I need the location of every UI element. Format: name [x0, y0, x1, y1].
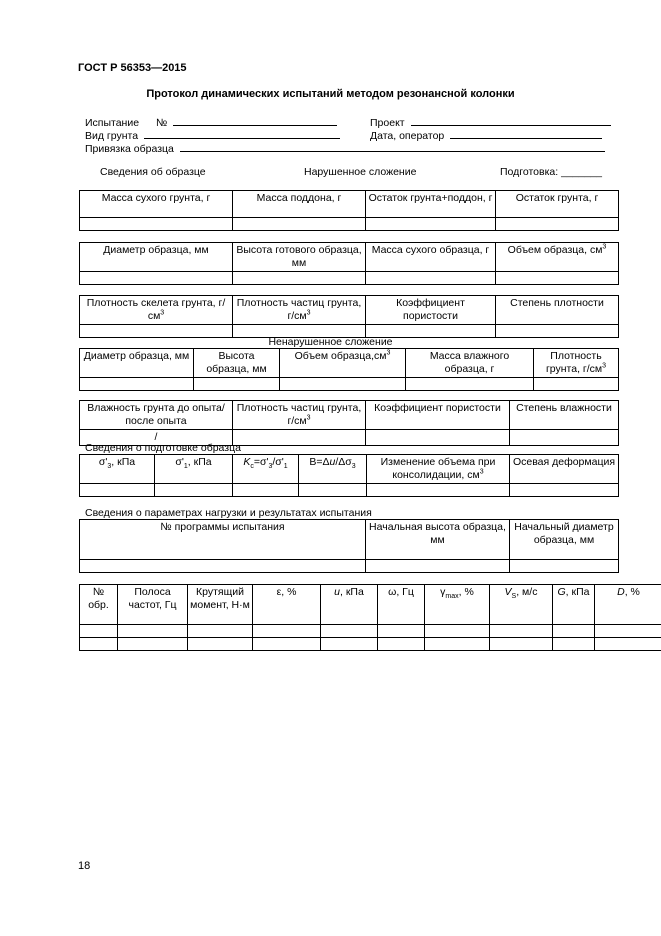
header-cell: Коэффициент пористости: [366, 296, 496, 325]
table-sample-dimensions: [79, 242, 619, 285]
table-results: [79, 584, 661, 651]
header-cell: Масса сухого образца, г: [366, 243, 496, 272]
header-text: Плотность грунта, г/см: [545, 350, 603, 375]
subscript: 3: [351, 463, 356, 471]
load-section-title: Сведения о параметрах нагрузки и результатах испытания: [85, 507, 372, 519]
table-cell[interactable]: [233, 272, 366, 285]
sigma-symbol: σ': [98, 456, 108, 468]
header-cell: Масса сухого грунта, г: [80, 191, 233, 218]
project-field: [370, 116, 611, 129]
table-cell[interactable]: [233, 484, 299, 497]
table-cell[interactable]: [233, 430, 366, 446]
table-cell[interactable]: [595, 638, 661, 651]
header-cell: [490, 585, 553, 625]
table-cell[interactable]: [534, 378, 619, 391]
table-cell[interactable]: [80, 218, 233, 231]
header-cell: Остаток грунта+поддон, г: [366, 191, 496, 218]
sample-ref-field: [85, 142, 605, 155]
prep-section-title: Сведения о подготовке образца: [85, 442, 241, 454]
table-cell[interactable]: [188, 638, 253, 651]
soil-type-label: Вид грунта: [85, 130, 139, 142]
page-number: 18: [78, 860, 91, 872]
table-cell[interactable]: [425, 625, 490, 638]
g-symbol: G: [557, 586, 566, 598]
subscript: 1: [183, 463, 188, 471]
header-cell: [595, 585, 661, 625]
table-cell[interactable]: [553, 625, 595, 638]
number-label: №: [156, 117, 168, 129]
subscript: S: [511, 593, 517, 601]
superscript: 3: [306, 309, 311, 317]
header-cell: Коэффициент пористости: [366, 401, 510, 430]
table-cell[interactable]: [366, 218, 496, 231]
table-cell[interactable]: [366, 560, 510, 573]
formula-part: =σ': [253, 456, 269, 468]
header-cell: Влажность грунта до опыта/после опыта: [80, 401, 233, 430]
disturbed-label: Нарушенное сложение: [304, 166, 417, 178]
table-cell[interactable]: [378, 638, 425, 651]
header-cell: № программы испытания: [80, 520, 366, 560]
table-cell[interactable]: [496, 272, 619, 285]
superscript: 3: [386, 349, 391, 357]
header-cell: Высота готового образца, мм: [233, 243, 366, 272]
header-cell: Высота образца, мм: [194, 349, 280, 378]
header-cell: Полоса частот, Гц: [118, 585, 188, 625]
header-cell: [553, 585, 595, 625]
header-text: Изменение объема при консолидации, см: [380, 456, 496, 481]
gamma-symbol: γ: [440, 586, 446, 598]
header-cell: Осевая деформация: [510, 455, 619, 484]
header-cell: ω, Гц: [378, 585, 425, 625]
date-operator-line[interactable]: [450, 129, 602, 139]
u-symbol: u: [329, 456, 336, 468]
table-cell[interactable]: [188, 625, 253, 638]
table-cell[interactable]: [595, 625, 661, 638]
table-cell[interactable]: [253, 625, 321, 638]
table-cell[interactable]: [553, 638, 595, 651]
table-cell[interactable]: [321, 625, 378, 638]
superscript: 3: [479, 468, 484, 476]
header-cell: Начальный диаметр образца, мм: [510, 520, 619, 560]
table-cell[interactable]: [425, 638, 490, 651]
table-cell[interactable]: [496, 218, 619, 231]
sample-ref-label: Привязка образца: [85, 143, 174, 155]
header-cell: ε, %: [253, 585, 321, 625]
header-sigma3: [80, 455, 155, 484]
table-cell[interactable]: [80, 378, 194, 391]
header-cell: Масса поддона, г: [233, 191, 366, 218]
header-cell: [233, 296, 366, 325]
header-cell: [233, 401, 366, 430]
table-cell[interactable]: [233, 218, 366, 231]
header-cell: Диаметр образца, мм: [80, 243, 233, 272]
subscript: 3: [107, 463, 112, 471]
soil-type-field: [85, 129, 340, 142]
moisture-cell[interactable]: /: [80, 430, 233, 446]
table-cell[interactable]: [378, 625, 425, 638]
test-number-line[interactable]: [173, 116, 337, 126]
table-cell[interactable]: [253, 638, 321, 651]
d-symbol: D: [617, 586, 625, 598]
table-cell[interactable]: [406, 378, 534, 391]
formula-part: /σ': [272, 456, 284, 468]
table-cell[interactable]: [510, 484, 619, 497]
unit: , %: [624, 586, 640, 598]
header-text: Объем образца,см: [294, 350, 387, 362]
table-moisture: [79, 400, 619, 446]
table-density: [79, 295, 619, 338]
table-cell[interactable]: [80, 484, 155, 497]
table-cell[interactable]: [280, 378, 406, 391]
header-cell: Степень влажности: [510, 401, 619, 430]
sigma-symbol: σ': [175, 456, 184, 468]
header-cell: Начальная высота образца, мм: [366, 520, 510, 560]
date-operator-field: [370, 129, 602, 142]
project-label: Проект: [370, 117, 405, 129]
date-operator-label: Дата, оператор: [370, 130, 445, 142]
header-cell: [367, 455, 510, 484]
table-cell[interactable]: [80, 625, 118, 638]
header-text: Объем образца, см: [507, 244, 603, 256]
header-cell: Степень плотности: [496, 296, 619, 325]
table-cell[interactable]: [321, 638, 378, 651]
table-cell[interactable]: [366, 430, 510, 446]
unit: , кПа: [187, 456, 212, 468]
table-program: [79, 519, 619, 573]
sample-section-title: Сведения об образце: [100, 166, 206, 178]
header-cell: № обр.: [80, 585, 118, 625]
v-symbol: V: [504, 586, 512, 598]
header-kc: [233, 455, 299, 484]
soil-type-line[interactable]: [144, 129, 340, 139]
table-cell[interactable]: [155, 484, 233, 497]
header-cell: [80, 296, 233, 325]
header-b: [299, 455, 367, 484]
table-undisturbed: [79, 348, 619, 391]
project-line[interactable]: [411, 116, 611, 126]
header-cell: [496, 243, 619, 272]
header-cell: Диаметр образца, мм: [80, 349, 194, 378]
superscript: 3: [306, 414, 311, 422]
superscript: 3: [602, 243, 607, 251]
table-cell[interactable]: [80, 638, 118, 651]
table-cell[interactable]: [80, 272, 233, 285]
table-cell[interactable]: [118, 638, 188, 651]
superscript: 3: [160, 309, 165, 317]
test-label: Испытание: [85, 117, 140, 129]
table-cell[interactable]: [490, 638, 553, 651]
subscript: 3: [268, 463, 273, 471]
document-code: ГОСТ Р 56353—2015: [78, 62, 187, 74]
sample-ref-line[interactable]: [180, 142, 605, 152]
unit: , м/с: [516, 586, 538, 598]
table-cell[interactable]: [118, 625, 188, 638]
header-text: Плотность скелета грунта, г/см: [86, 297, 226, 322]
header-cell: Остаток грунта, г: [496, 191, 619, 218]
page-title: Протокол динамических испытаний методом резонансной колонки: [146, 88, 515, 100]
header-text: Плотность частиц грунта, г/см: [236, 402, 362, 427]
table-cell[interactable]: [510, 560, 619, 573]
header-cell: [280, 349, 406, 378]
table-preparation: [79, 454, 619, 497]
u-symbol: u: [334, 586, 340, 598]
k-symbol: K: [243, 456, 251, 468]
preparation-label: Подготовка: _______: [500, 166, 602, 178]
formula-part: /Δσ: [335, 456, 352, 468]
header-cell: [534, 349, 619, 378]
undisturbed-caption: Ненарушенное сложение: [268, 336, 393, 348]
header-sigma1: [155, 455, 233, 484]
header-cell: [425, 585, 490, 625]
unit: , кПа: [340, 586, 364, 598]
header-cell: Крутящий момент, Н·м: [188, 585, 253, 625]
formula-part: B=Δ: [309, 456, 330, 468]
table-cell[interactable]: [194, 378, 280, 391]
table-dry-mass: [79, 190, 619, 231]
header-text: Плотность частиц грунта, г/см: [236, 297, 362, 322]
table-cell[interactable]: [366, 272, 496, 285]
subscript: 1: [283, 463, 288, 471]
subscript: max: [445, 593, 459, 601]
unit: , кПа: [111, 456, 136, 468]
header-cell: Масса влажного образца, г: [406, 349, 534, 378]
superscript: 3: [602, 362, 607, 370]
test-field: [85, 116, 337, 129]
subscript: c: [250, 463, 254, 471]
table-cell[interactable]: [367, 484, 510, 497]
table-cell[interactable]: [80, 560, 366, 573]
unit: , кПа: [565, 586, 590, 598]
unit: , %: [458, 586, 474, 598]
table-cell[interactable]: [510, 430, 619, 446]
header-cell: [321, 585, 378, 625]
table-cell[interactable]: [490, 625, 553, 638]
table-cell[interactable]: [299, 484, 367, 497]
